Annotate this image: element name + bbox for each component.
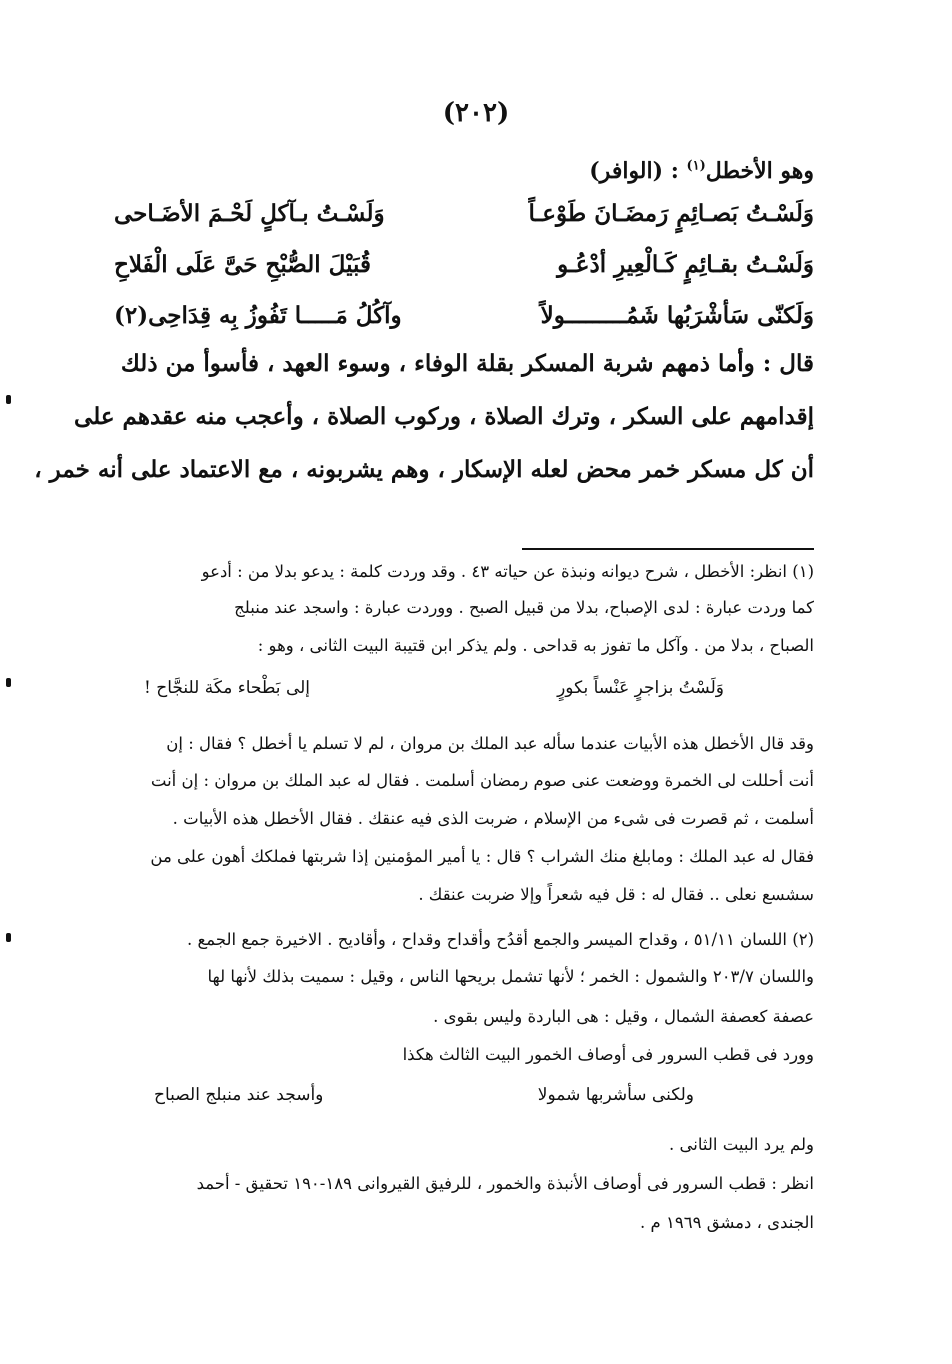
verse-second-hemistich: قُبَيْلَ الصُّبْحِ حَىَّ عَلَى الْفَلاحِ bbox=[114, 251, 371, 278]
body-text-line: قال : وأما ذمهم شربة المسكر بقلة الوفاء ، وسوء العهد ، فأسوأ من ذلك bbox=[120, 350, 814, 377]
scan-margin-mark bbox=[6, 933, 11, 942]
footnote-verse bbox=[154, 1085, 694, 1115]
poem-intro bbox=[589, 158, 814, 184]
verse-first-hemistich: وَلَسْـتُ بَصـائِمٍ رَمضَـانَ طَوْعـاً bbox=[528, 200, 814, 227]
footnote-line: الصباح ، بدلا من . وآكل ما تفوز به قداحى . ولم يذكر ابن قتيبة البيت الثانى ، وهو : bbox=[257, 636, 814, 655]
footnote-line: فقال له عبد الملك : ومابلغ منك الشراب ؟ قال : يا أمير المؤمنين إذا شربتها فملكك أهون على من bbox=[150, 847, 814, 866]
footnote-line: (١) انظر: الأخطل ، شرح ديوانه ونبذة عن حياته ٤٣ . وقد وردت كلمة : يدعو بدلا من : أدعو bbox=[201, 562, 814, 581]
footnote-line: انظر : قطب السرور فى أوصاف الأنبذة والخمور ، للرفيق القيروانى ١٨٩-١٩٠ تحقيق - أحمد bbox=[196, 1174, 814, 1193]
scan-margin-mark bbox=[6, 678, 11, 687]
footnote-line: وقد قال الأخطل هذه الأبيات عندما سأله عبد الملك بن مروان ، لم لا تسلم يا أخطل ؟ فقال : إن bbox=[166, 734, 814, 753]
page-number: (٢٠٢) bbox=[442, 98, 510, 128]
footnote-line: سشسع نعلى .. فقال له : قل فيه شعراً وإلا ضربت عنقك . bbox=[418, 885, 814, 904]
verse-first-hemistich: وَلَسْـتُ بقـائِمٍ كَـالْعِيرِ أدْعُـو bbox=[557, 251, 814, 278]
poem-verse-2 bbox=[114, 251, 814, 295]
verse-second-hemistich: وَلَسْـتُ بـآكلٍ لَحْـمَ الأضَـاحى bbox=[114, 200, 385, 227]
footnote-line: أنت أحللت لى الخمرة ووضعت عنى صوم رمضان أسلمت . فقال له عبد الملك بن مروان : إن أنت bbox=[150, 771, 814, 790]
verse-second-hemistich: وأسجد عند منبلج الصباح bbox=[154, 1085, 324, 1105]
footnote-line: عصفة كعصفة الشمال ، وقيل : هى الباردة وليس بقوى . bbox=[433, 1007, 814, 1026]
scan-margin-mark bbox=[6, 395, 11, 404]
footnote-divider bbox=[522, 548, 814, 550]
footnote-line: واللسان ٢٠٣/٧ والشمول : الخمر ؛ لأنها تشمل بريحها الناس ، وقيل : سميت بذلك لأنها لها bbox=[207, 967, 814, 986]
poem-verse-1 bbox=[114, 200, 814, 244]
verse-second-hemistich: وآكُلُ مَـــــا تَفُوزُ بِه قِدَاحِى(٢) bbox=[114, 302, 402, 329]
footnote-line: كما وردت عبارة : لدى الإصباح، بدلا من قبيل الصبح . ووردت عبارة : واسجد عند منبلج bbox=[234, 598, 814, 617]
footnote-verse bbox=[144, 678, 724, 708]
footnote-ref: (١) bbox=[686, 158, 706, 174]
body-text-line: أن كل مسكر خمر محض لعله الإسكار ، وهم يشربونه ، مع الاعتماد على أنه خمر ، bbox=[34, 456, 814, 483]
verse-first-hemistich: وَلَكنّى سَأشْرَبُها شَمُـــــــــولاً bbox=[540, 302, 814, 329]
footnote-line: وورد فى قطب السرور فى أوصاف الخمور البيت الثالث هكذا bbox=[402, 1045, 814, 1064]
footnote-line: ولم يرد البيت الثانى . bbox=[669, 1135, 814, 1154]
verse-first-hemistich: وَلَسْتُ بزاجرٍ عَنْساً بكورٍ bbox=[557, 678, 724, 698]
body-text-line: إقدامهم على السكر ، وترك الصلاة ، وركوب الصلاة ، وأعجب منه عقدهم على bbox=[74, 403, 814, 430]
poem-verse-3 bbox=[114, 302, 814, 346]
footnote-line: (٢) اللسان ٥١/١١ ، وقداح الميسر والجمع أقدُح وأقداح وقداح ، وأقاديح . الاخيرة جمع الجمع . bbox=[187, 930, 814, 949]
intro-text: وهو الأخطل bbox=[705, 158, 814, 184]
meter-label: : (الوافر) bbox=[589, 158, 687, 184]
footnote-line: أسلمت ، ثم قصرت فى شىء من الإسلام ، ضربت الذى فيه عنقك . فقال الأخطل هذه الأبيات . bbox=[172, 809, 814, 828]
footnote-line: الجندى ، دمشق ١٩٦٩ م . bbox=[640, 1213, 814, 1232]
verse-first-hemistich: ولكنى سأشربها شمولا bbox=[537, 1085, 694, 1105]
verse-second-hemistich: إلى بَطْحاء مكَة للنجَّاح ! bbox=[144, 678, 311, 698]
